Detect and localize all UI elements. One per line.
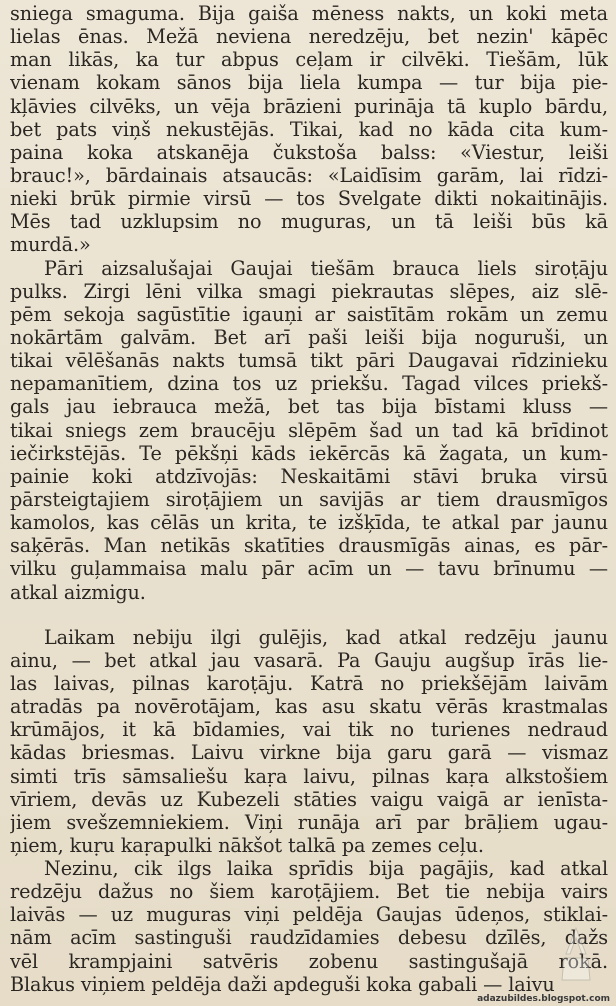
text-line: pulks. Zirgi lēni vilka smagi piekrautas slēpes, aiz slē- xyxy=(10,279,608,303)
text-line: krūmājos, it kā bīdamies, vai tik no turienes nedraud xyxy=(10,718,608,742)
text-line: bet pats viņš nekustējās. Tikai, kad no kāda cita kum- xyxy=(10,117,608,141)
text-line: nokārtām galvām. Bet arī paši leiši bija noguruši, un xyxy=(10,325,608,349)
text-line: Blakus viņiem peldēja daži apdeguši koka gabali — laivu xyxy=(10,972,555,996)
paragraph xyxy=(10,857,608,996)
text-line: nām acīm sastinguši raudzīdamies debesu dzīlēs, dažs xyxy=(10,926,608,950)
text-line: painie koki atdzīvojās: Neskaitāmi stāvi bruka virsū xyxy=(10,464,608,488)
text-line: kamolos, kas cēlās un krita, te izšķīda, te atkal par jaunu xyxy=(10,511,608,535)
watermark-text: adazubildes.blogspot.com xyxy=(477,994,610,1004)
paragraph xyxy=(10,257,608,604)
text-line: pēm sekoja sagūstītie igauņi ar saistītām rokām un zemu xyxy=(10,302,608,326)
text-line: man likās, ka tur abpus ceļam ir cilvēki. Tiešām, lūk xyxy=(10,48,608,72)
text-line: ainu, — bet atkal jau vasarā. Pa Gauju augšup īrās lie- xyxy=(10,648,608,672)
watermark-logo-icon xyxy=(556,924,596,984)
text-line: tikai sniegs zem braucēju slēpēm šad un tad kā brīdinot xyxy=(10,418,608,442)
text-line: kļāvies cilvēks, un vēja brāzieni purināja tā kuplo bārdu, xyxy=(10,94,608,118)
paragraph xyxy=(10,626,608,857)
text-line: jiem svešzemniekiem. Viņi runāja arī par brāļiem ugau- xyxy=(10,810,608,834)
paragraph-gap xyxy=(10,604,608,626)
text-line: brauc!», bārdainais atsaucās: «Laidīsim garām, lai rīdzi- xyxy=(10,163,608,187)
text-line: gals jau iebrauca mežā, bet tas bija bīstami kluss — xyxy=(10,395,608,419)
text-line: paina koka atskanēja čukstoša balss: «Viestur, leiši xyxy=(10,140,608,164)
text-line: atkal aizmigu. xyxy=(10,580,146,604)
text-line: redzēju dažus no šiem karoṭājiem. Bet tie nebija vairs xyxy=(10,880,608,904)
text-line: iečirkstējās. Te pēkšņi kāds iekērcās kā žagata, un kum- xyxy=(10,441,608,465)
text-line: simti trīs sāmsaliešu kaṛa laivu, pilnas kaṛa alkstošiem xyxy=(10,764,608,788)
text-line: laivās — uz muguras viņi peldēja Gaujas ūdeņos, stiklai- xyxy=(10,903,608,927)
text-line: pārsteigtajiem siroṭājiem un savijās ar tiem drausmīgos xyxy=(10,487,608,511)
text-line: lielas ēnas. Mežā neviena neredzēju, bet nezin' kāpēc xyxy=(10,25,608,49)
text-line: vienam kokam sānos bija liela kumpa — tur bija pie- xyxy=(10,71,608,95)
text-line: Laikam nebiju ilgi gulējis, kad atkal redzēju jaunu xyxy=(44,625,608,649)
text-line: vīriem, devās uz Kubezeli stāties vaigu vaigā ar ienīsta- xyxy=(10,787,608,811)
text-line: nieki brūk pirmie virsū — tos Svelgate dikti nokaitinājis. xyxy=(10,187,608,211)
text-line: kādas briesmas. Laivu virkne bija garu garā — vismaz xyxy=(10,741,608,765)
paragraph xyxy=(10,2,608,257)
text-line: Pāri aizsalušajai Gaujai tiešām brauca liels siroṭāju xyxy=(44,256,608,280)
text-line: tikai vēlēšanās nakts tumsā tikt pāri Daugavai rīdzinieku xyxy=(10,349,608,373)
text-line: sniega smaguma. Bija gaiša mēness nakts, un koki meta xyxy=(10,2,608,25)
text-line: ņiem, kuṛu kaṛapulki nākšot talkā pa zemes ceļu. xyxy=(10,833,484,857)
text-line: vilku guļammaisa malu pār acīm un — tavu brīnumu — xyxy=(10,557,608,581)
article-text xyxy=(10,2,608,996)
text-line: nepamanītiem, dzina tos uz priekšu. Tagad vilces priekš- xyxy=(10,372,608,396)
text-line: murdā.» xyxy=(10,233,91,257)
text-line: saķērās. Man netikās skatīties drausmīgās ainas, es pār- xyxy=(10,534,608,558)
text-line: vēl krampjaini satvēris zobenu sastingušajā rokā. xyxy=(10,949,608,973)
text-line: atradās pa novērotājam, kas asu skatu vērās krastmalas xyxy=(10,695,608,719)
text-line: Mēs tad uzklupsim no muguras, un tā leiši būs kā xyxy=(10,210,608,234)
text-line: Nezinu, cik ilgs laika sprīdis bija pagājis, kad atkal xyxy=(44,857,608,881)
text-line: las laivas, pilnas karoṭāju. Katrā no priekšējām laivām xyxy=(10,671,608,695)
